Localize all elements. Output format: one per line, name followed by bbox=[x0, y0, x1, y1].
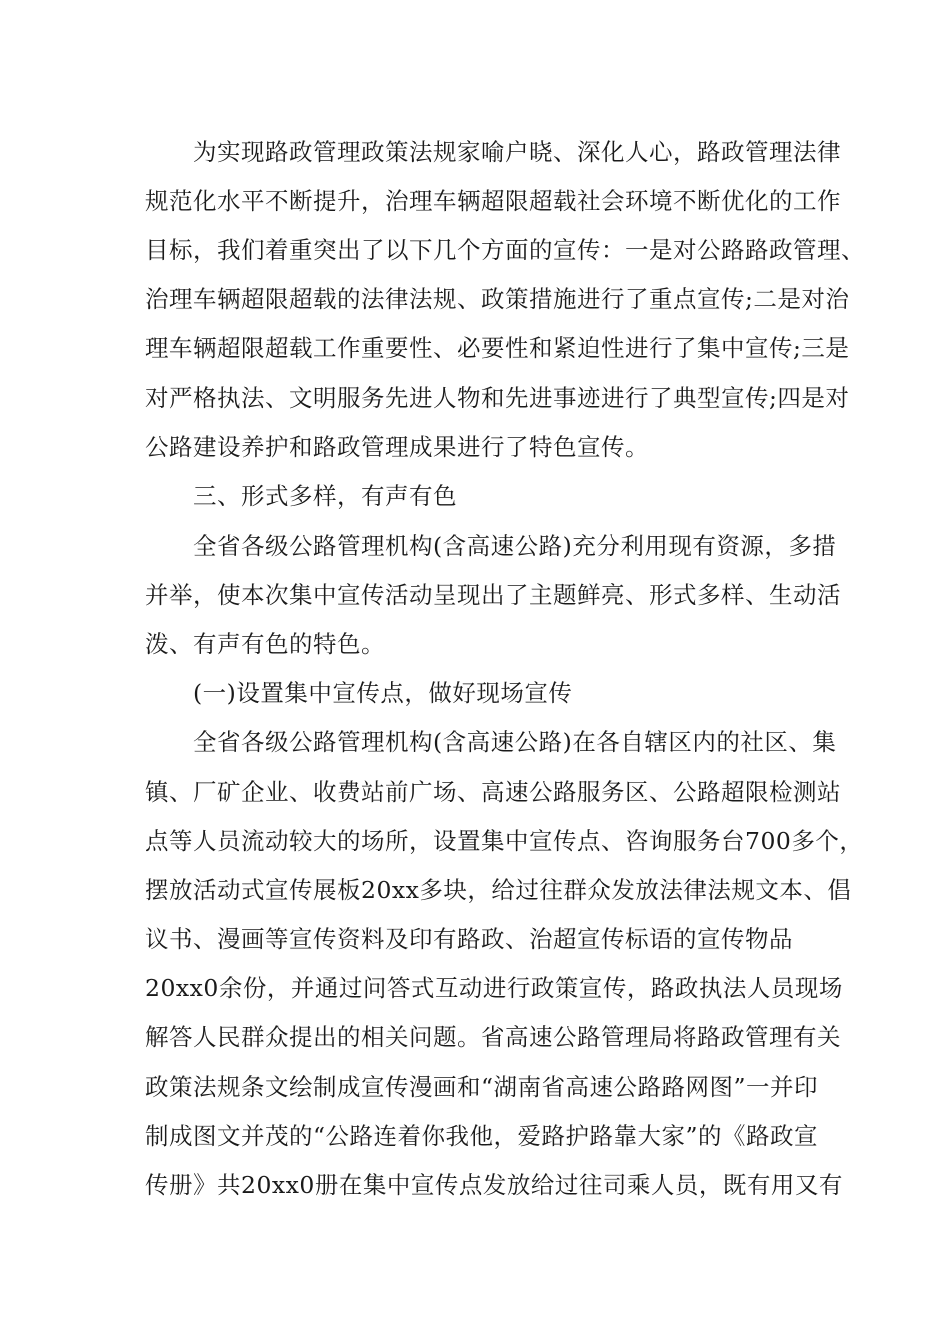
paragraph-line: 镇、厂矿企业、收费站前广场、高速公路服务区、公路超限检测站 bbox=[145, 778, 841, 806]
paragraph-line: 目标，我们着重突出了以下几个方面的宣传：一是对公路路政管理、 bbox=[145, 236, 865, 264]
paragraph-line: 传册》共20xx0册在集中宣传点发放给过往司乘人员，既有用又有 bbox=[145, 1171, 843, 1199]
paragraph-line: 理车辆超限超载工作重要性、必要性和紧迫性进行了集中宣传;三是 bbox=[145, 334, 850, 362]
paragraph-line: 摆放活动式宣传展板20xx多块，给过往群众发放法律法规文本、倡 bbox=[145, 876, 852, 904]
paragraph-line: 泼、有声有色的特色。 bbox=[145, 630, 385, 658]
paragraph-line: 制成图文并茂的“公路连着你我他，爱路护路靠大家”的《路政宣 bbox=[145, 1122, 819, 1150]
paragraph-line: 公路建设养护和路政管理成果进行了特色宣传。 bbox=[145, 433, 649, 461]
paragraph-line: 点等人员流动较大的场所，设置集中宣传点、咨询服务台700多个， bbox=[145, 827, 864, 855]
paragraph-line: 规范化水平不断提升，治理车辆超限超载社会环境不断优化的工作 bbox=[145, 187, 841, 215]
paragraph-line: 对严格执法、文明服务先进人物和先进事迹进行了典型宣传;四是对 bbox=[145, 384, 850, 412]
paragraph-line: 解答人民群众提出的相关问题。省高速公路管理局将路政管理有关 bbox=[145, 1023, 841, 1051]
paragraph-line: 20xx0余份，并通过问答式互动进行政策宣传，路政执法人员现场 bbox=[145, 974, 843, 1002]
paragraph-line: 为实现路政管理政策法规家喻户晓、深化人心，路政管理法律 bbox=[193, 138, 841, 166]
paragraph-line: 政策法规条文绘制成宣传漫画和“湖南省高速公路路网图”一并印 bbox=[145, 1073, 819, 1101]
paragraph-line: 治理车辆超限超载的法律法规、政策措施进行了重点宣传;二是对治 bbox=[145, 285, 850, 313]
section-heading: 三、形式多样，有声有色 bbox=[193, 482, 457, 510]
paragraph-line: 全省各级公路管理机构(含高速公路)充分利用现有资源，多措 bbox=[193, 532, 837, 560]
paragraph-line: 并举，使本次集中宣传活动呈现出了主题鲜亮、形式多样、生动活 bbox=[145, 581, 841, 609]
subsection-heading: (一)设置集中宣传点，做好现场宣传 bbox=[193, 679, 573, 707]
paragraph-line: 全省各级公路管理机构(含高速公路)在各自辖区内的社区、集 bbox=[193, 728, 837, 756]
paragraph-line: 议书、漫画等宣传资料及印有路政、治超宣传标语的宣传物品 bbox=[145, 925, 793, 953]
